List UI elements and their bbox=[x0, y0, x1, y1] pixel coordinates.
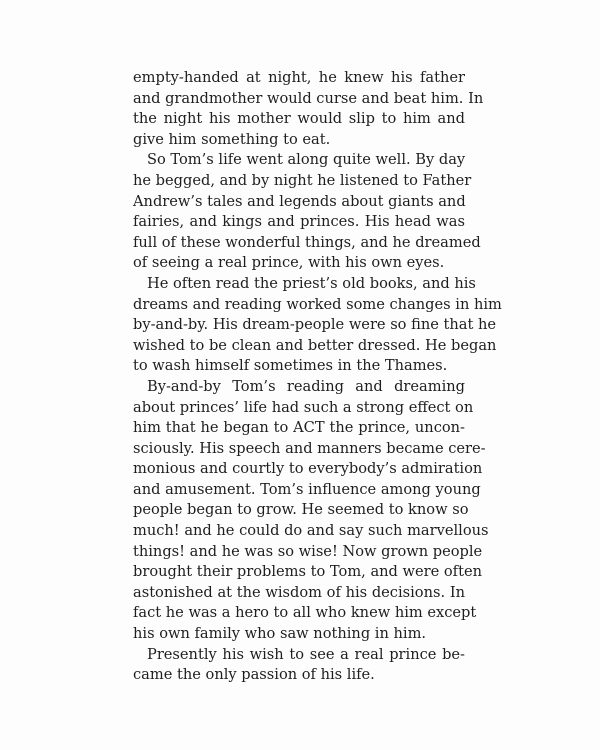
text-line: him that he began to ACT the prince, uncon- bbox=[133, 419, 465, 437]
text-line: So Tom’s life went along quite well. By day bbox=[147, 151, 466, 169]
text-line: monious and courtly to everybody’s admiration bbox=[133, 460, 483, 478]
text-line: and amusement. Tom’s influence among young bbox=[133, 480, 481, 498]
text-line: to wash himself sometimes in the Thames. bbox=[133, 357, 448, 375]
text-line: things! and he was so wise! Now grown people bbox=[133, 542, 483, 560]
text-line: came the only passion of his life. bbox=[133, 666, 375, 684]
body-text bbox=[133, 68, 502, 686]
paragraph bbox=[133, 645, 465, 686]
text-line: dreams and reading worked some changes in him bbox=[133, 295, 502, 313]
text-line: He often read the priest’s old books, and his bbox=[147, 274, 476, 292]
text-line: empty-handed at night, he knew his father bbox=[133, 69, 465, 86]
text-line: fact he was a hero to all who knew him except bbox=[133, 604, 477, 622]
text-line: about princes’ life had such a strong effect on bbox=[133, 398, 474, 416]
text-line: much! and he could do and say such marvellous bbox=[133, 522, 489, 540]
paragraph bbox=[133, 274, 502, 377]
text-line: Presently his wish to see a real prince be- bbox=[147, 645, 465, 663]
text-line: full of these wonderful things, and he dreamed bbox=[133, 233, 481, 251]
paragraph bbox=[133, 150, 481, 274]
text-line: fairies, and kings and princes. His head was bbox=[133, 213, 465, 231]
text-line: wished to be clean and better dressed. He began bbox=[133, 336, 497, 354]
text-line: of seeing a real prince, with his own eyes. bbox=[133, 254, 445, 272]
text-line: sciously. His speech and manners became cere- bbox=[133, 439, 486, 457]
text-line: his own family who saw nothing in him. bbox=[133, 625, 427, 643]
paragraph bbox=[133, 377, 489, 645]
text-line: Andrew’s tales and legends about giants and bbox=[133, 192, 466, 210]
text-line: brought their problems to Tom, and were often bbox=[133, 563, 482, 581]
text-line: the night his mother would slip to him and bbox=[133, 110, 465, 128]
text-line: by-and-by. His dream-people were so fine that he bbox=[133, 316, 497, 334]
paragraph bbox=[133, 68, 484, 150]
text-line: people began to grow. He seemed to know so bbox=[133, 501, 469, 519]
text-line: give him something to eat. bbox=[133, 130, 331, 148]
text-line: astonished at the wisdom of his decisions. In bbox=[133, 583, 465, 601]
text-line: he begged, and by night he listened to Father bbox=[133, 171, 472, 189]
text-line: By-and-by Tom’s reading and dreaming bbox=[147, 377, 465, 395]
text-line: and grandmother would curse and beat him. In bbox=[133, 89, 484, 107]
